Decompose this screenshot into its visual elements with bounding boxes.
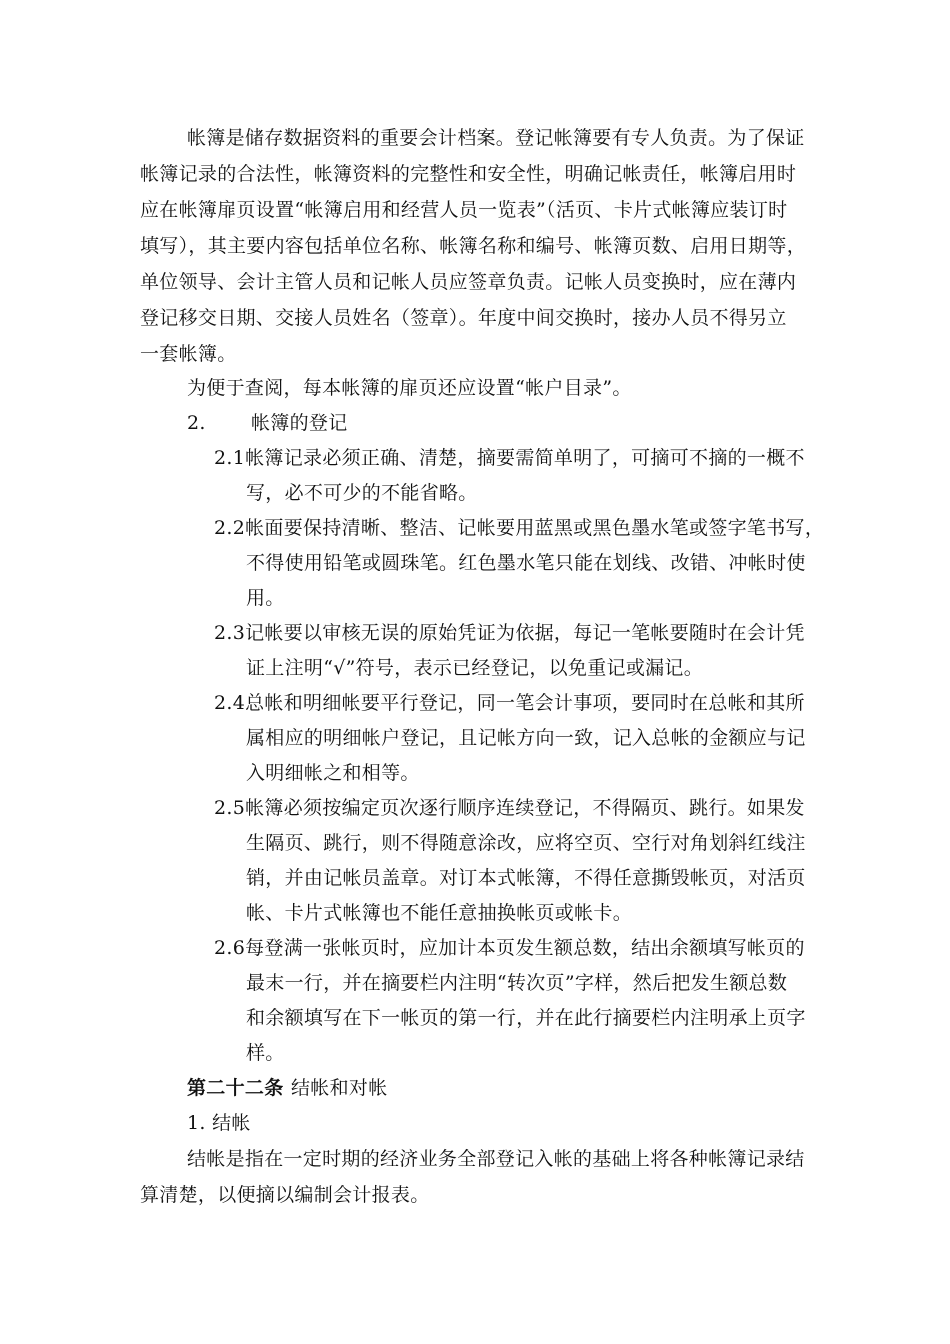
article-title: 结帐和对帐 bbox=[291, 1077, 388, 1099]
subsection-heading: 1. 结帐 bbox=[187, 1112, 251, 1134]
article-label: 第二十二条 bbox=[187, 1077, 284, 1099]
paragraph-line: 结帐是指在一定时期的经济业务全部登记入帐的基础上将各种帐簿记录结 bbox=[187, 1148, 805, 1170]
paragraph-line: 单位领导、会计主管人员和记帐人员应签章负责。记帐人员变换时，应在薄内 bbox=[140, 271, 797, 293]
account-directory-note: 为便于查阅，每本帐簿的扉页还应设置“帐户目录”。 bbox=[187, 377, 632, 399]
list-item-line: 生隔页、跳行，则不得随意涂改，应将空页、空行对角划斜红线注 bbox=[246, 832, 806, 854]
list-item-line: 最末一行，并在摘要栏内注明“转次页”字样，然后把发生额总数 bbox=[246, 972, 788, 994]
section-title: 帐簿的登记 bbox=[251, 412, 348, 434]
paragraph-line: 应在帐簿扉页设置“帐簿启用和经营人员一览表”（活页、卡片式帐簿应装订时 bbox=[140, 199, 788, 221]
paragraph-line: 填写），其主要内容包括单位名称、帐簿名称和编号、帐簿页数、启用日期等， bbox=[140, 235, 807, 257]
paragraph-line: 帐簿是储存数据资料的重要会计档案。登记帐簿要有专人负责。为了保证 bbox=[187, 127, 805, 149]
section-number: 2. bbox=[187, 412, 206, 434]
paragraph-line: 算清楚，以便摘以编制会计报表。 bbox=[140, 1184, 430, 1206]
list-item-line: 属相应的明细帐户登记，且记帐方向一致，记入总帐的金额应与记 bbox=[246, 727, 806, 749]
list-item-line: 用。 bbox=[246, 587, 285, 609]
list-item-line: 样。 bbox=[246, 1042, 285, 1064]
list-item-line: 2.4总帐和明细帐要平行登记，同一笔会计事项，要同时在总帐和其所 bbox=[214, 692, 805, 714]
list-item-line: 证上注明“√”符号，表示已经登记，以免重记或漏记。 bbox=[246, 657, 704, 679]
list-item-line: 不得使用铅笔或圆珠笔。红色墨水笔只能在划线、改错、冲帐时使 bbox=[246, 552, 806, 574]
paragraph-line: 一套帐簿。 bbox=[140, 343, 237, 365]
list-item-line: 2.6每登满一张帐页时，应加计本页发生额总数，结出余额填写帐页的 bbox=[214, 937, 805, 959]
paragraph-line: 帐簿记录的合法性，帐簿资料的完整性和安全性，明确记帐责任，帐簿启用时 bbox=[140, 163, 797, 185]
list-item-line: 帐、卡片式帐簿也不能任意抽换帐页或帐卡。 bbox=[246, 902, 633, 924]
list-item-line: 写，必不可少的不能省略。 bbox=[246, 482, 478, 504]
list-item-line: 2.2帐面要保持清晰、整洁、记帐要用蓝黑或黑色墨水笔或签字笔书写， bbox=[214, 517, 825, 539]
list-item-line: 和余额填写在下一帐页的第一行，并在此行摘要栏内注明承上页字 bbox=[246, 1007, 806, 1029]
list-item-line: 2.1帐簿记录必须正确、清楚，摘要需简单明了，可摘可不摘的一概不 bbox=[214, 447, 805, 469]
list-item-line: 2.3记帐要以审核无误的原始凭证为依据，每记一笔帐要随时在会计凭 bbox=[214, 622, 805, 644]
paragraph-line: 登记移交日期、交接人员姓名（签章）。年度中间交换时，接办人员不得另立 bbox=[140, 307, 787, 329]
list-item-line: 2.5帐簿必须按编定页次逐行顺序连续登记，不得隔页、跳行。如果发 bbox=[214, 797, 805, 819]
list-item-line: 入明细帐之和相等。 bbox=[246, 762, 420, 784]
list-item-line: 销，并由记帐员盖章。对订本式帐簿，不得任意撕毁帐页，对活页 bbox=[246, 867, 806, 889]
